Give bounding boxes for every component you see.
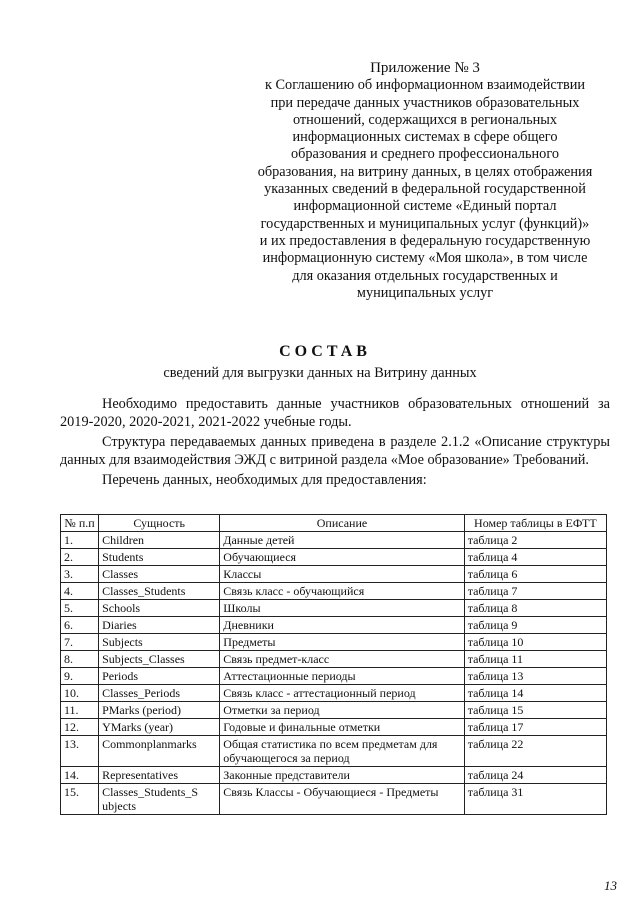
cell-number: 2. <box>61 549 99 566</box>
document-title: СОСТАВ <box>279 343 371 360</box>
cell-entity: Commonplanmarks <box>99 736 220 767</box>
table-row <box>61 566 607 583</box>
cell-description: Общая статистика по всем предметам для обучающегося за период <box>220 736 464 767</box>
table-header-row <box>61 515 607 532</box>
header-number: № п.п <box>61 515 99 532</box>
cell-entity: Classes_Periods <box>99 685 220 702</box>
cell-entity: YMarks (year) <box>99 719 220 736</box>
cell-description: Дневники <box>220 617 464 634</box>
paragraph: Структура передаваемых данных приведена в разделе 2.1.2 «Описание структуры данных для взаимодействия ЭЖД с витриной раздела «Мое образование» Требований. <box>60 434 610 468</box>
table-row <box>61 600 607 617</box>
appendix-line: информационных системах в сфере общего <box>292 129 558 146</box>
appendix-line: информационной системе «Единый портал <box>293 198 557 215</box>
cell-entity: Children <box>99 532 220 549</box>
cell-description: Годовые и финальные отметки <box>220 719 464 736</box>
cell-table-number: таблица 6 <box>464 566 606 583</box>
cell-table-number: таблица 13 <box>464 668 606 685</box>
cell-table-number: таблица 10 <box>464 634 606 651</box>
cell-number: 13. <box>61 736 99 767</box>
table-row <box>61 767 607 784</box>
cell-table-number: таблица 8 <box>464 600 606 617</box>
cell-description: Законные представители <box>220 767 464 784</box>
cell-table-number: таблица 7 <box>464 583 606 600</box>
cell-entity: Classes_Students_S ubjects <box>99 784 220 815</box>
header-table-number: Номер таблицы в ЕФТТ <box>464 515 606 532</box>
appendix-line: образования, на витрину данных, в целях отображения <box>257 163 593 180</box>
cell-entity: Classes <box>99 566 220 583</box>
cell-number: 8. <box>61 651 99 668</box>
table-row <box>61 583 607 600</box>
document-heading <box>0 343 640 382</box>
header-description: Описание <box>220 515 464 532</box>
document-subtitle: сведений для выгрузки данных на Витрину данных <box>163 365 477 381</box>
appendix-line: муниципальных услуг <box>356 284 494 301</box>
table-row <box>61 549 607 566</box>
cell-entity: Periods <box>99 668 220 685</box>
cell-table-number: таблица 11 <box>464 651 606 668</box>
appendix-line: и их предоставления в федеральную государственную <box>259 232 591 249</box>
cell-description: Аттестационные периоды <box>220 668 464 685</box>
cell-description: Связь Классы - Обучающиеся - Предметы <box>220 784 464 815</box>
cell-table-number: таблица 14 <box>464 685 606 702</box>
appendix-line: государственных и муниципальных услуг (функций)» <box>260 215 590 232</box>
cell-entity: Diaries <box>99 617 220 634</box>
body-text <box>60 396 610 490</box>
table-row <box>61 617 607 634</box>
cell-number: 11. <box>61 702 99 719</box>
cell-number: 3. <box>61 566 99 583</box>
appendix-line: при передаче данных участников образовательных <box>270 94 580 111</box>
cell-entity: Subjects_Classes <box>99 651 220 668</box>
cell-entity: Subjects <box>99 634 220 651</box>
cell-number: 15. <box>61 784 99 815</box>
cell-table-number: таблица 31 <box>464 784 606 815</box>
table-row <box>61 532 607 549</box>
paragraph: Необходимо предоставить данные участников образовательных отношений за 2019-2020, 2020-2021, 2021-2022 учебные годы. <box>60 396 610 430</box>
table-row <box>61 736 607 767</box>
appendix-line: отношений, содержащихся в региональных <box>292 111 558 128</box>
table-row <box>61 634 607 651</box>
cell-number: 7. <box>61 634 99 651</box>
cell-number: 4. <box>61 583 99 600</box>
paragraph: Перечень данных, необходимых для предоставления: <box>102 472 427 488</box>
cell-table-number: таблица 2 <box>464 532 606 549</box>
cell-description: Обучающиеся <box>220 549 464 566</box>
table-row <box>61 668 607 685</box>
appendix-line: информационную систему «Моя школа», в том числе <box>262 250 588 267</box>
appendix-title: Приложение № 3 <box>370 60 480 76</box>
cell-number: 9. <box>61 668 99 685</box>
header-entity: Сущность <box>99 515 220 532</box>
cell-number: 5. <box>61 600 99 617</box>
cell-table-number: таблица 22 <box>464 736 606 767</box>
appendix-line: для оказания отдельных государственных и <box>292 267 558 284</box>
cell-number: 12. <box>61 719 99 736</box>
cell-entity: Representatives <box>99 767 220 784</box>
appendix-line: указанных сведений в федеральной государственной <box>264 181 586 198</box>
cell-entity: Students <box>99 549 220 566</box>
cell-description: Школы <box>220 600 464 617</box>
cell-table-number: таблица 24 <box>464 767 606 784</box>
table-row <box>61 651 607 668</box>
page-number: 13 <box>604 878 617 893</box>
cell-entity: Schools <box>99 600 220 617</box>
table-row <box>61 685 607 702</box>
cell-entity: PMarks (period) <box>99 702 220 719</box>
cell-description: Связь класс - обучающийся <box>220 583 464 600</box>
table-row <box>61 784 607 815</box>
table-row <box>61 719 607 736</box>
appendix-line: образования и среднего профессионального <box>290 146 559 163</box>
cell-table-number: таблица 4 <box>464 549 606 566</box>
cell-description: Предметы <box>220 634 464 651</box>
data-table <box>60 514 607 815</box>
cell-table-number: таблица 15 <box>464 702 606 719</box>
cell-number: 10. <box>61 685 99 702</box>
cell-table-number: таблица 9 <box>464 617 606 634</box>
cell-description: Классы <box>220 566 464 583</box>
cell-number: 6. <box>61 617 99 634</box>
cell-entity: Classes_Students <box>99 583 220 600</box>
cell-description: Отметки за период <box>220 702 464 719</box>
appendix-block <box>240 60 610 302</box>
table-row <box>61 702 607 719</box>
appendix-line: к Соглашению об информационном взаимодействии <box>264 77 586 94</box>
cell-description: Связь предмет-класс <box>220 651 464 668</box>
cell-number: 14. <box>61 767 99 784</box>
cell-table-number: таблица 17 <box>464 719 606 736</box>
cell-description: Связь класс - аттестационный период <box>220 685 464 702</box>
cell-description: Данные детей <box>220 532 464 549</box>
cell-number: 1. <box>61 532 99 549</box>
